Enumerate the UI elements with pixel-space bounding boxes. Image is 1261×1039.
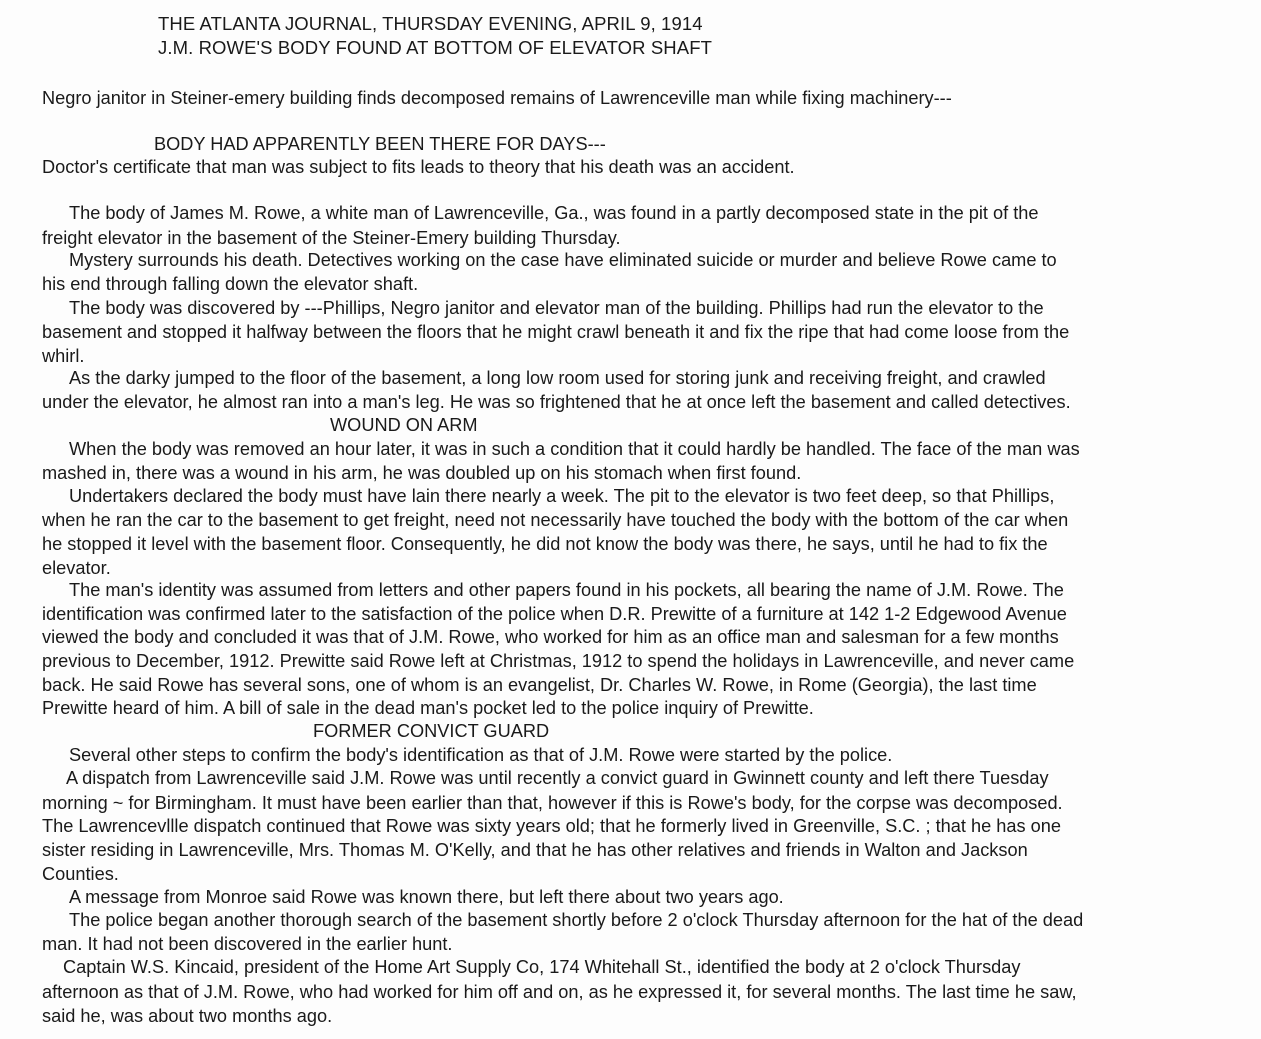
paragraph-line: The Lawrencevllle dispatch continued that Rowe was sixty years old; that he formerly lived in Greenville, S.C. ; that he has one [42, 816, 1062, 836]
paragraph-line: Undertakers declared the body must have lain there nearly a week. The pit to the elevator is two feet deep, so that Phillips, [69, 486, 1055, 506]
paragraph-line: freight elevator in the basement of the Steiner-Emery building Thursday. [42, 228, 621, 248]
paragraph-line: mashed in, there was a wound in his arm, he was doubled up on his stomach when first found. [42, 463, 802, 483]
paragraph-line: his end through falling down the elevator shaft. [42, 274, 419, 294]
paragraph-line: man. It had not been discovered in the earlier hunt. [42, 934, 453, 954]
paragraph-line: morning ~ for Birmingham. It must have been earlier than that, however if this is Rowe's body, for the corpse was decomposed. [42, 793, 1063, 813]
paragraph-line: Prewitte heard of him. A bill of sale in the dead man's pocket led to the police inquiry of Prewitte. [42, 698, 814, 718]
paragraph-line: Several other steps to confirm the body's identification as that of J.M. Rowe were started by the police. [69, 745, 893, 765]
paragraph-line: identification was confirmed later to the satisfaction of the police when D.R. Prewitte of a furniture at 142 1-2 Edgewood Avenue [42, 604, 1067, 624]
paragraph-line: The police began another thorough search of the basement shortly before 2 o'clock Thursday afternoon for the hat of the dead [69, 910, 1084, 930]
section-subhead: WOUND ON ARM [330, 415, 478, 435]
paragraph-line: The body was discovered by ---Phillips, Negro janitor and elevator man of the building. Phillips had run the elevator to the [69, 298, 1044, 318]
paragraph-line: he stopped it level with the basement floor. Consequently, he did not know the body was there, he says, until he had to fix the [42, 534, 1048, 554]
paragraph-line: sister residing in Lawrenceville, Mrs. Thomas M. O'Kelly, and that he has other relatives and friends in Walton and Jackson [42, 840, 1028, 860]
paragraph-line: A message from Monroe said Rowe was known there, but left there about two years ago. [69, 887, 784, 907]
masthead-title: THE ATLANTA JOURNAL, THURSDAY EVENING, APRIL 9, 1914 [158, 13, 703, 34]
paragraph-line: A dispatch from Lawrenceville said J.M. Rowe was until recently a convict guard in Gwinnett county and left there Tuesday [66, 768, 1049, 788]
headline: J.M. ROWE'S BODY FOUND AT BOTTOM OF ELEVATOR SHAFT [158, 37, 713, 58]
paragraph-line: The man's identity was assumed from letters and other papers found in his pockets, all bearing the name of J.M. Rowe. The [69, 580, 1064, 600]
paragraph-line: The body of James M. Rowe, a white man of Lawrenceville, Ga., was found in a partly decomposed state in the pit of the [69, 203, 1039, 223]
paragraph-line: afternoon as that of J.M. Rowe, who had worked for him off and on, as he expressed it, for several months. The last time he saw, [42, 982, 1077, 1002]
paragraph-line: Counties. [42, 864, 119, 884]
paragraph-line: Captain W.S. Kincaid, president of the Home Art Supply Co, 174 Whitehall St., identified the body at 2 o'clock Thursday [63, 957, 1021, 977]
paragraph-line: basement and stopped it halfway between the floors that he might crawl beneath it and fix the ripe that had come loose from the [42, 322, 1070, 342]
paragraph-line: whirl. [42, 346, 85, 366]
paragraph-line: viewed the body and concluded it was that of J.M. Rowe, who worked for him as an office man and salesman for a few months [42, 627, 1059, 647]
paragraph-line: previous to December, 1912. Prewitte said Rowe left at Christmas, 1912 to spend the holidays in Lawrenceville, and never came [42, 651, 1075, 671]
deck-summary: Doctor's certificate that man was subject to fits leads to theory that his death was an accident. [42, 157, 795, 177]
paragraph-line: Mystery surrounds his death. Detectives working on the case have eliminated suicide or murder and believe Rowe came to [69, 250, 1057, 270]
paragraph-line: When the body was removed an hour later, it was in such a condition that it could hardly be handled. The face of the man was [69, 439, 1080, 459]
paragraph-line: elevator. [42, 558, 111, 578]
paragraph-line: said he, was about two months ago. [42, 1006, 333, 1026]
paragraph-line: under the elevator, he almost ran into a man's leg. He was so frightened that he at once left the basement and called detectives. [42, 392, 1071, 412]
section-subhead: FORMER CONVICT GUARD [313, 721, 550, 741]
paragraph-line: back. He said Rowe has several sons, one of whom is an evangelist, Dr. Charles W. Rowe, in Rome (Georgia), the last time [42, 675, 1037, 695]
paragraph-line: As the darky jumped to the floor of the basement, a long low room used for storing junk and receiving freight, and crawled [69, 368, 1046, 388]
deck-heading: BODY HAD APPARENTLY BEEN THERE FOR DAYS--- [154, 134, 606, 154]
deck-subheadline: Negro janitor in Steiner-emery building finds decomposed remains of Lawrenceville man while fixing machinery--- [42, 88, 952, 108]
paragraph-line: when he ran the car to the basement to get freight, need not necessarily have touched the body with the bottom of the car when [42, 510, 1069, 530]
